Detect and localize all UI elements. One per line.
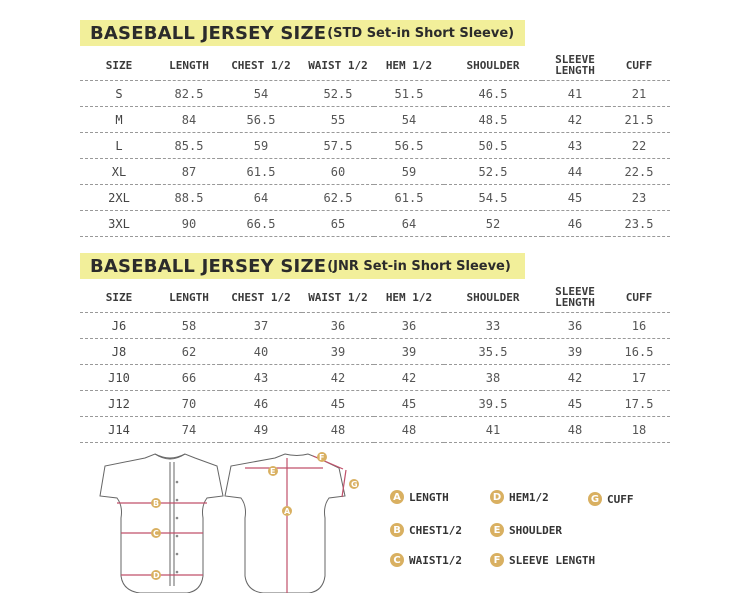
size-cell: J12: [80, 391, 158, 417]
std-size-table: [80, 50, 670, 237]
measurement-cell: 49: [220, 417, 302, 443]
measurement-cell: 54.5: [444, 185, 542, 211]
table-row: [80, 339, 670, 365]
measurement-cell: 50.5: [444, 133, 542, 159]
measurement-cell: 36: [302, 313, 374, 339]
badge-c-icon: C: [390, 553, 404, 567]
measurement-cell: 52.5: [444, 159, 542, 185]
measurement-cell: 35.5: [444, 339, 542, 365]
measurement-cell: 87: [158, 159, 220, 185]
header-hem: HEM 1/2: [374, 282, 444, 313]
measurement-cell: 46.5: [444, 81, 542, 107]
measurement-cell: 61.5: [374, 185, 444, 211]
measurement-cell: 48.5: [444, 107, 542, 133]
std-subtitle: (STD Set-in Short Sleeve): [327, 25, 515, 41]
measurement-cell: 41: [542, 81, 608, 107]
back-jersey-outline: [225, 454, 345, 593]
jnr-title: BASEBALL JERSEY SIZE: [90, 255, 327, 277]
measurement-cell: 45: [542, 391, 608, 417]
jnr-subtitle: (JNR Set-in Short Sleeve): [327, 258, 511, 274]
measurement-cell: 42: [374, 365, 444, 391]
size-cell: 2XL: [80, 185, 158, 211]
measurement-cell: 45: [374, 391, 444, 417]
size-cell: J8: [80, 339, 158, 365]
measurement-cell: 59: [220, 133, 302, 159]
marker-b: B: [153, 499, 160, 508]
table-row: [80, 417, 670, 443]
measurement-cell: 36: [374, 313, 444, 339]
legend-item-waist: C WAIST1/2: [390, 553, 462, 567]
marker-a: A: [284, 507, 291, 516]
measurement-cell: 41: [444, 417, 542, 443]
header-size: SIZE: [80, 50, 158, 81]
header-sleeve-length: SLEEVE LENGTH: [542, 50, 608, 81]
measurement-cell: 62: [158, 339, 220, 365]
measurement-cell: 23: [608, 185, 670, 211]
measurement-cell: 39: [542, 339, 608, 365]
header-cuff: CUFF: [608, 282, 670, 313]
measurement-cell: 54: [374, 107, 444, 133]
legend-item-cuff: G CUFF: [588, 492, 634, 506]
jersey-diagram: [95, 448, 365, 593]
front-jersey-outline: [100, 454, 223, 593]
measurement-cell: 40: [220, 339, 302, 365]
measurement-cell: 39: [374, 339, 444, 365]
badge-e-icon: E: [490, 523, 504, 537]
legend-item-sleeve-length: F SLEEVE LENGTH: [490, 553, 595, 567]
measurement-cell: 22: [608, 133, 670, 159]
measurement-cell: 36: [542, 313, 608, 339]
measurement-cell: 45: [542, 185, 608, 211]
measurement-cell: 56.5: [374, 133, 444, 159]
measurement-cell: 39: [302, 339, 374, 365]
header-waist: WAIST 1/2: [302, 50, 374, 81]
measurement-cell: 82.5: [158, 81, 220, 107]
marker-g: G: [351, 480, 358, 489]
table-row: [80, 159, 670, 185]
table-row: [80, 211, 670, 237]
measurement-cell: 22.5: [608, 159, 670, 185]
measurement-cell: 65: [302, 211, 374, 237]
measurement-cell: 16.5: [608, 339, 670, 365]
header-length: LENGTH: [158, 282, 220, 313]
header-size: SIZE: [80, 282, 158, 313]
std-header-row: [80, 50, 670, 81]
header-shoulder: SHOULDER: [444, 50, 542, 81]
measurement-cell: 48: [542, 417, 608, 443]
measurement-cell: 23.5: [608, 211, 670, 237]
header-shoulder: SHOULDER: [444, 282, 542, 313]
badge-f-icon: F: [490, 553, 504, 567]
header-hem: HEM 1/2: [374, 50, 444, 81]
measurement-cell: 66.5: [220, 211, 302, 237]
measurement-cell: 57.5: [302, 133, 374, 159]
measurement-cell: 60: [302, 159, 374, 185]
marker-d: D: [153, 571, 160, 580]
table-row: [80, 81, 670, 107]
table-row: [80, 391, 670, 417]
jnr-header-row: [80, 282, 670, 313]
header-sleeve-length: SLEEVE LENGTH: [542, 282, 608, 313]
measurement-cell: 64: [374, 211, 444, 237]
marker-e: E: [270, 467, 276, 476]
measurement-cell: 43: [542, 133, 608, 159]
measurement-cell: 55: [302, 107, 374, 133]
header-cuff: CUFF: [608, 50, 670, 81]
size-cell: XL: [80, 159, 158, 185]
measurement-cell: 61.5: [220, 159, 302, 185]
measurement-cell: 42: [542, 365, 608, 391]
measurement-cell: 85.5: [158, 133, 220, 159]
measurement-cell: 16: [608, 313, 670, 339]
table-row: [80, 107, 670, 133]
badge-b-icon: B: [390, 523, 404, 537]
measurement-cell: 84: [158, 107, 220, 133]
legend-item-hem: D HEM1/2: [490, 490, 549, 504]
measurement-cell: 37: [220, 313, 302, 339]
measurement-cell: 33: [444, 313, 542, 339]
table-row: [80, 365, 670, 391]
size-cell: J14: [80, 417, 158, 443]
legend-item-length: A LENGTH: [390, 490, 449, 504]
measurement-cell: 52: [444, 211, 542, 237]
measurement-cell: 46: [542, 211, 608, 237]
measurement-cell: 46: [220, 391, 302, 417]
header-length: LENGTH: [158, 50, 220, 81]
badge-g-icon: G: [588, 492, 602, 506]
size-cell: M: [80, 107, 158, 133]
measurement-cell: 88.5: [158, 185, 220, 211]
legend-item-chest: B CHEST1/2: [390, 523, 462, 537]
marker-f: F: [319, 453, 325, 462]
header-chest: CHEST 1/2: [220, 50, 302, 81]
measurement-cell: 74: [158, 417, 220, 443]
std-title: BASEBALL JERSEY SIZE: [90, 22, 327, 44]
measurement-cell: 58: [158, 313, 220, 339]
size-cell: J10: [80, 365, 158, 391]
header-chest: CHEST 1/2: [220, 282, 302, 313]
measurement-cell: 51.5: [374, 81, 444, 107]
measurement-cell: 21.5: [608, 107, 670, 133]
measurement-cell: 48: [302, 417, 374, 443]
size-cell: L: [80, 133, 158, 159]
measurement-cell: 38: [444, 365, 542, 391]
measurement-cell: 48: [374, 417, 444, 443]
measurement-cell: 42: [542, 107, 608, 133]
measurement-cell: 64: [220, 185, 302, 211]
measurement-cell: 59: [374, 159, 444, 185]
measurement-cell: 17: [608, 365, 670, 391]
table-row: [80, 313, 670, 339]
measurement-cell: 39.5: [444, 391, 542, 417]
measurement-cell: 18: [608, 417, 670, 443]
measurement-cell: 56.5: [220, 107, 302, 133]
measurement-cell: 44: [542, 159, 608, 185]
measurement-cell: 90: [158, 211, 220, 237]
size-cell: 3XL: [80, 211, 158, 237]
measurement-cell: 62.5: [302, 185, 374, 211]
jnr-size-table: [80, 282, 670, 443]
measurement-cell: 52.5: [302, 81, 374, 107]
marker-c: C: [153, 529, 159, 538]
measurement-cell: 17.5: [608, 391, 670, 417]
size-cell: S: [80, 81, 158, 107]
measurement-cell: 66: [158, 365, 220, 391]
measurement-cell: 54: [220, 81, 302, 107]
badge-a-icon: A: [390, 490, 404, 504]
measurement-cell: 70: [158, 391, 220, 417]
size-cell: J6: [80, 313, 158, 339]
measurement-cell: 21: [608, 81, 670, 107]
table-row: [80, 185, 670, 211]
badge-d-icon: D: [490, 490, 504, 504]
table-row: [80, 133, 670, 159]
measurement-cell: 45: [302, 391, 374, 417]
header-waist: WAIST 1/2: [302, 282, 374, 313]
std-title-bar: [80, 20, 525, 46]
jnr-title-bar: [80, 253, 525, 279]
measurement-cell: 42: [302, 365, 374, 391]
measurement-cell: 43: [220, 365, 302, 391]
legend-item-shoulder: E SHOULDER: [490, 523, 562, 537]
